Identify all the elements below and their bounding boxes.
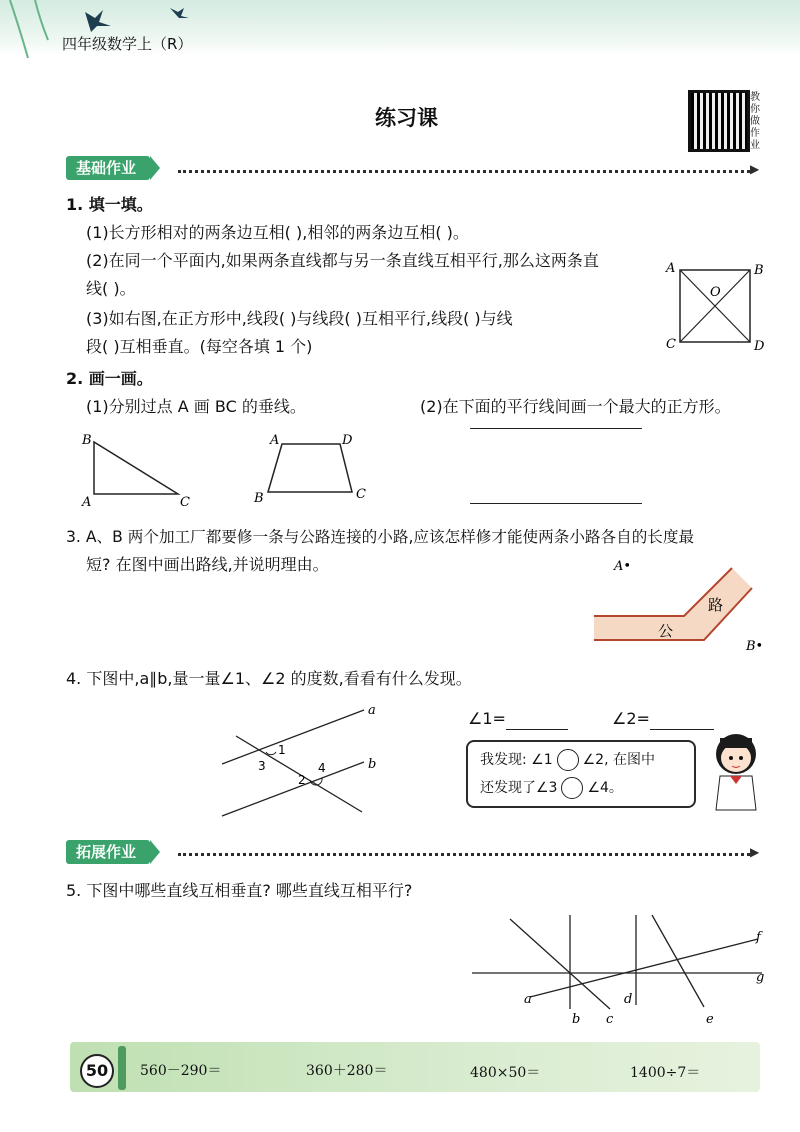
arrow-right-icon: ▶ xyxy=(750,162,760,176)
q5-label-f: f xyxy=(756,930,761,945)
point-B: B• xyxy=(746,639,764,654)
angle-label-1: 1 xyxy=(278,743,286,757)
girl-character-icon xyxy=(700,730,770,814)
angle1-label: ∠1= xyxy=(468,709,506,728)
footer-exercise-3: 480×50＝ xyxy=(470,1065,541,1081)
q1-line2a: (2)在同一个平面内,如果两条直线都与另一条直线互相平行,那么这两条直 xyxy=(86,251,599,270)
point-A: A• xyxy=(614,560,632,574)
label-B: B xyxy=(754,263,764,278)
section-badge-extended: 拓展作业 xyxy=(66,840,150,864)
footer-exercise-1: 560－290＝ xyxy=(140,1063,222,1079)
q5-title: 5. 下图中哪些直线互相垂直? 哪些直线互相平行? xyxy=(66,881,413,900)
q2-title: 2. 画一画。 xyxy=(66,369,153,388)
q3-line2: 短? 在图中画出路线,并说明理由。 xyxy=(86,555,329,574)
bubble-text-1b: ∠2, 在图中 xyxy=(582,752,655,768)
page-title: 练习课 xyxy=(375,106,438,130)
swallow-icon xyxy=(85,10,111,32)
parallel-line-top xyxy=(470,428,642,429)
q1-title: 1. 填一填。 xyxy=(66,195,153,214)
line-label-a: a xyxy=(368,703,376,718)
compare-circle-2[interactable] xyxy=(561,777,583,799)
footer-exercise-2: 360＋280＝ xyxy=(306,1063,388,1079)
label-O: O xyxy=(710,285,721,300)
angle-label-3: 3 xyxy=(258,759,266,773)
angle-label-4: 4 xyxy=(318,761,326,775)
trap-label-A: A xyxy=(270,433,280,448)
q5-label-a: a xyxy=(524,992,532,1007)
section-divider xyxy=(178,170,750,173)
line-label-b: b xyxy=(368,757,377,772)
q1-line2b: 线( )。 xyxy=(86,279,136,298)
q2-sub1: (1)分别过点 A 画 BC 的垂线。 xyxy=(86,397,306,416)
q1-line3a: (3)如右图,在正方形中,线段( )与线段( )互相平行,线段( )与线 xyxy=(86,309,513,328)
arrow-right-icon: ▶ xyxy=(750,845,760,859)
parallel-lines-diagram xyxy=(218,700,398,820)
road-label-1: 公 xyxy=(658,622,674,640)
angle1-blank[interactable] xyxy=(506,729,568,730)
footer-exercise-4: 1400÷7＝ xyxy=(630,1065,701,1081)
angle2-answer xyxy=(612,708,714,730)
label-D: D xyxy=(754,339,765,354)
tri-label-A: A xyxy=(82,495,92,510)
q5-label-c: c xyxy=(606,1012,614,1027)
bubble-text-2a: 还发现了∠3 xyxy=(480,780,558,796)
label-A: A xyxy=(666,261,676,276)
road-label-2: 路 xyxy=(708,596,724,614)
bubble-text-2b: ∠4。 xyxy=(587,780,623,796)
lines-diagram xyxy=(470,905,770,1030)
q3-line1: 3. A、B 两个加工厂都要修一条与公路连接的小路,应该怎样修才能使两条小路各自的长度最 xyxy=(66,528,695,546)
q1-line1: (1)长方形相对的两条边互相( ),相邻的两条边互相( )。 xyxy=(86,223,469,242)
label-C: C xyxy=(666,337,676,352)
parallel-line-bottom xyxy=(470,503,642,504)
bubble-text-1a: 我发现: ∠1 xyxy=(480,752,553,768)
q5-label-g: g xyxy=(756,970,765,985)
footer-divider xyxy=(118,1046,126,1090)
qr-code[interactable] xyxy=(688,90,750,152)
angle-label-2: 2 xyxy=(298,773,306,787)
triangle-diagram xyxy=(78,430,208,510)
angle2-label: ∠2= xyxy=(612,709,650,728)
swallow-icon xyxy=(170,8,189,18)
q4-title: 4. 下图中,a∥b,量一量∠1、∠2 的度数,看看有什么发现。 xyxy=(66,669,472,688)
q5-label-d: d xyxy=(624,992,633,1007)
trap-label-C: C xyxy=(356,487,366,502)
section-badge-basic: 基础作业 xyxy=(66,156,150,180)
page-number: 50 xyxy=(80,1054,114,1088)
q5-label-e: e xyxy=(706,1012,714,1027)
angle1-answer xyxy=(468,708,568,730)
trapezoid-diagram xyxy=(250,430,380,510)
qr-caption: 教 你 做 作 业 xyxy=(750,92,760,151)
road-diagram xyxy=(590,560,790,660)
discovery-bubble xyxy=(466,740,696,808)
trap-label-B: B xyxy=(254,491,264,506)
willow-branch xyxy=(10,0,48,58)
tri-label-B: B xyxy=(82,433,92,448)
section-divider xyxy=(178,853,750,856)
compare-circle-1[interactable] xyxy=(557,749,579,771)
q5-label-b: b xyxy=(572,1012,581,1027)
q1-line3b: 段( )互相垂直。(每空各填 1 个) xyxy=(86,337,313,356)
trap-label-D: D xyxy=(342,433,353,448)
tri-label-C: C xyxy=(180,495,190,510)
square-diagram xyxy=(662,258,772,358)
book-title: 四年级数学上（R） xyxy=(62,35,193,53)
q2-sub2: (2)在下面的平行线间画一个最大的正方形。 xyxy=(420,397,731,416)
